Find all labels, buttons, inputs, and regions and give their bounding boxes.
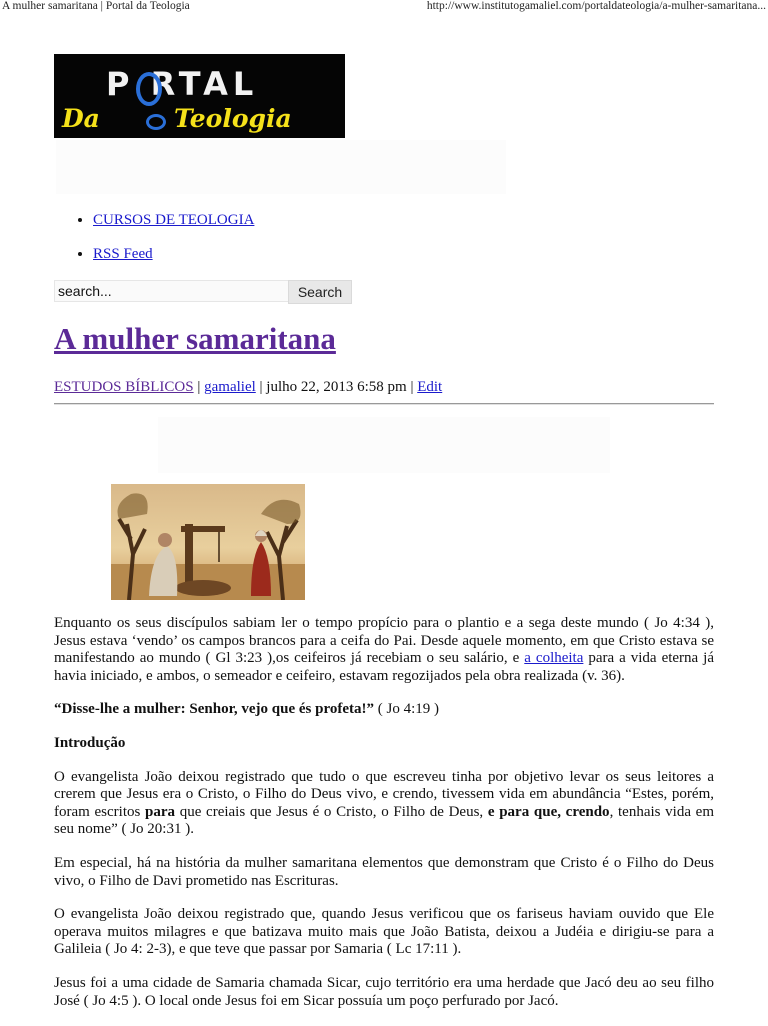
post-date: | julho 22, 2013 6:58 pm | [255,379,418,395]
nav-link-cursos-de-teologia[interactable]: CURSOS DE TEOLOGIA [93,212,255,228]
quote-reference: ( Jo 4:19 ) [373,701,439,718]
logo-portal-text: P RTAL [106,65,259,103]
paragraph-2-text-b: que creiais que Jesus é o Cristo, o Filho de Deus, [175,803,488,820]
paragraph-2-bold-1: para [145,803,176,820]
content-ad-area [158,417,610,473]
page-title-header: A mulher samaritana | Portal da Teologia [2,0,190,12]
category-link[interactable]: ESTUDOS BÍBLICOS [54,379,194,395]
search-button[interactable]: Search [288,280,352,304]
nav-link-rss-feed[interactable]: RSS Feed [93,246,153,262]
paragraph-2-text-c: , tenhais vida em seu nome” ( Jo 20:31 ). [54,803,715,838]
quote-text: “Disse-lhe a mulher: Senhor, vejo que és profeta!” [54,701,374,718]
nav-item-rss [93,244,254,278]
nav-item-cursos [93,210,254,244]
a-colheita-link[interactable]: a colheita [524,650,584,667]
page-url-header: http://www.institutogamaliel.com/portaldateologia/a-mulher-samaritana... [426,0,766,12]
paragraph-3: Em especial, há na história da mulher samaritana elementos que demonstram que Cristo é o Filho do Deus vivo, o Filho de Davi prometido nas Escrituras. [54,854,714,889]
paragraph-2-bold-2: e para que, crendo [487,803,610,820]
section-heading-introducao: Introdução [54,734,126,751]
search-input[interactable]: search... [54,280,290,302]
paragraph-2 [54,769,714,839]
main-nav [75,210,254,278]
paragraph-1-text-a: Enquanto os seus discípulos sabiam ler o tempo propício para o plantio e a sega deste mundo ( Jo 4:34 ), Jesus estava ‘vendo’ os campos brancos para a ceifa do Pai. Desde aquele momento, em que Cristo estava se manifestando ao mundo ( Gl 3:23 ),os ceifeiros já recebiam o seu salário, e [54,615,714,667]
pdf-print-header [0,0,768,14]
logo-ring-icon [136,72,162,106]
paragraph-2-text-a: O evangelista João deixou registrado que tudo o que escreveu tinha por objetivo levar os seus leitores a crerem que Jesus era o Cristo, o Filho do Deus vivo, e crendo, tivessem vida em abundância “Estes, porém, foram escritos [54,768,714,820]
samaritan-woman-painting [111,484,305,600]
post-content [54,615,714,1026]
banner-ad-area [56,140,506,194]
paragraph-1-text-b: para a vida eterna já havia iniciado, e ambos, o semeador e ceifeiro, estavam regozijados pela obra realizada (v. 36). [54,650,714,684]
post-title[interactable]: A mulher samaritana [54,321,336,356]
edit-link[interactable]: Edit [417,379,443,395]
meta-divider [54,403,714,405]
author-link[interactable]: gamaliel [204,379,256,395]
quote-paragraph [54,701,714,719]
logo-small-ring-icon [146,114,166,130]
paragraph-4: O evangelista João deixou registrado que, quando Jesus verificou que os fariseus haviam ouvido que Ele operava muitos milagres e que batizava muito mais que João Batista, deixou a Judéia e dirigiu-se para a Galileia ( Jo 4: 2-3), e que teve que passar por Samaria ( Lc 17:11 ). [54,906,714,958]
meta-separator: | [193,379,205,395]
post-meta [54,377,442,397]
portal-da-teologia-logo[interactable] [54,54,345,138]
paragraph-1 [54,615,714,685]
logo-da-text: Da [62,104,100,133]
logo-teologia-text: Teologia [174,104,292,133]
paragraph-5: Jesus foi a uma cidade de Samaria chamada Sicar, cujo território era uma herdade que Jacó deu ao seu filho José ( Jo 4:5 ). O local onde Jesus foi em Sicar possuía um poço perfurado por Jacó. [54,974,714,1009]
